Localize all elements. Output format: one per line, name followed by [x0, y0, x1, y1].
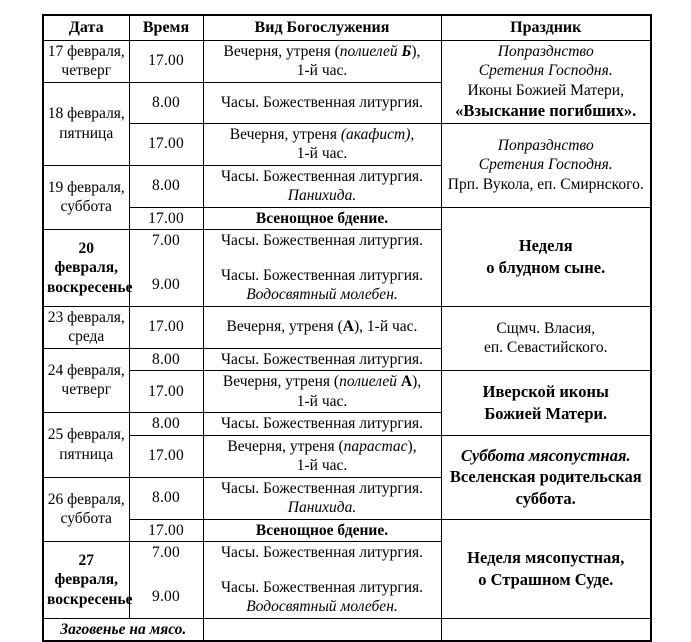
text-line [47, 104, 126, 124]
service-cell [203, 82, 441, 123]
text-line [133, 521, 200, 541]
text-line [445, 42, 648, 62]
header-cell-3: Вид Богослужения [203, 15, 441, 40]
text-run: 23 февраля, [47, 308, 125, 326]
text-line [47, 490, 126, 510]
text-line [133, 231, 200, 251]
date-cell [43, 40, 129, 82]
text-line [445, 61, 648, 81]
text-line [445, 466, 648, 488]
text-line [445, 257, 648, 279]
text-run: среда [68, 328, 105, 345]
text-run: Вечерня, утреня ( [222, 373, 340, 390]
text-line [445, 155, 648, 175]
text-run: Вселенская родительская [449, 467, 642, 487]
time-cell [129, 265, 203, 307]
service-cell [203, 348, 441, 371]
text-run: 1-й час. [296, 392, 348, 410]
text-run: А [342, 318, 354, 336]
text-line [133, 275, 200, 295]
text-line [445, 319, 648, 339]
text-line [47, 590, 133, 610]
service-cell [203, 435, 441, 477]
text-run: Б [401, 42, 412, 60]
text-line [47, 620, 200, 640]
text-run: 8.00 [152, 177, 180, 195]
text-line [47, 551, 126, 590]
feast-cell [441, 519, 651, 618]
text-run: Сретения Господня. [478, 62, 613, 79]
text-run: Неделя [518, 236, 573, 255]
text-run: ), [407, 437, 417, 455]
text-line [207, 597, 438, 617]
text-line [207, 498, 438, 518]
time-cell [129, 306, 203, 348]
text-run: Часы. Божественная литургия. [220, 266, 424, 284]
text-line [207, 167, 438, 187]
text-line [47, 308, 126, 328]
text-run: 1-й час. [296, 62, 348, 79]
text-line [207, 521, 438, 541]
text-line [445, 547, 648, 569]
text-run: 27 февраля, [54, 551, 118, 588]
text-run: Сщмч. Власия, [496, 319, 596, 337]
text-run: Панихида. [287, 499, 357, 516]
service-cell [203, 542, 441, 577]
date-cell [43, 477, 129, 542]
text-line [207, 285, 438, 305]
text-run: 1-й час. [296, 457, 348, 474]
text-run: ), [412, 373, 422, 390]
time-cell [129, 40, 203, 82]
text-run: 26 февраля, [47, 490, 125, 508]
text-run: о Страшном Суде. [478, 569, 614, 589]
time-cell [129, 371, 203, 413]
text-line [445, 488, 648, 510]
text-run: четверг [61, 381, 112, 399]
text-line [47, 509, 126, 529]
text-run: Часы. Божественная литургия. [220, 350, 424, 368]
text-run: 8.00 [152, 350, 180, 368]
text-run: Водосвятный молебен. [246, 598, 398, 615]
service-cell [203, 265, 441, 307]
text-run: 17.00 [148, 447, 184, 465]
text-run: 8.00 [152, 93, 180, 111]
text-line [445, 403, 648, 425]
text-run: четверг [61, 62, 112, 79]
text-run: 8.00 [152, 415, 180, 432]
date-cell [43, 348, 129, 413]
text-line [445, 100, 648, 122]
text-run: 18 февраля, [47, 105, 125, 122]
text-run: Божией Матери. [484, 403, 608, 423]
text-run: еп. Севастийского. [483, 339, 608, 357]
feast-cell [441, 618, 651, 641]
date-cell [43, 542, 133, 619]
service-cell [203, 306, 441, 348]
text-line [133, 317, 200, 337]
header-cell-1: Дата [43, 15, 129, 40]
text-line [445, 136, 648, 156]
text-run: Панихида. [287, 187, 357, 204]
text-run: 17.00 [148, 318, 184, 336]
text-line [445, 235, 648, 257]
text-run: Попразднство [497, 136, 594, 154]
time-cell [129, 577, 203, 619]
text-run: 8.00 [152, 489, 180, 507]
text-line [445, 381, 648, 403]
schedule-body [43, 40, 651, 641]
text-line [207, 93, 438, 113]
text-line [207, 456, 438, 476]
text-line [207, 437, 438, 457]
text-line [207, 209, 438, 229]
text-line [133, 134, 200, 154]
text-run: Водосвятный молебен. [246, 286, 398, 303]
time-cell [129, 413, 203, 436]
header-cell-2: Время [129, 15, 203, 40]
text-run: Прп. Вукола, еп. Смирнского. [447, 175, 644, 193]
text-line [207, 543, 438, 563]
text-line [47, 178, 126, 198]
text-line [445, 338, 648, 358]
text-run: Всенощное бдение. [255, 209, 389, 227]
feast-cell [441, 306, 651, 371]
text-line [207, 414, 438, 434]
text-line [207, 231, 438, 251]
text-line [207, 186, 438, 206]
text-line [47, 327, 126, 347]
text-run: 19 февраля, [47, 178, 125, 196]
text-line [133, 209, 200, 229]
table-row [43, 371, 651, 413]
text-run: Часы. Божественная литургия. [220, 232, 424, 249]
text-run: Часы. Божественная литургия. [220, 167, 424, 185]
service-cell [203, 123, 441, 165]
table-row [43, 519, 651, 542]
text-line [47, 445, 126, 465]
service-cell [203, 618, 441, 641]
service-cell [203, 40, 441, 82]
text-run: Часы. Божественная литургия. [220, 544, 424, 561]
text-line [445, 569, 648, 591]
text-line [133, 51, 200, 71]
text-run: , [410, 125, 415, 143]
text-run: Часы. Божественная литургия. [220, 415, 424, 432]
text-line [207, 392, 438, 412]
text-line [133, 350, 200, 370]
text-run: 7.00 [152, 544, 180, 561]
service-cell [203, 477, 441, 519]
text-run: 17.00 [148, 521, 184, 539]
service-cell [203, 371, 441, 413]
time-cell [129, 519, 203, 542]
time-cell [129, 435, 203, 477]
text-run: парастас [343, 437, 408, 455]
text-run: (акафист) [340, 125, 411, 143]
date-cell [43, 165, 129, 230]
text-run: Вечерня, утреня ( [223, 42, 340, 60]
table-row [43, 306, 651, 348]
text-line [47, 361, 126, 381]
schedule-table [42, 14, 652, 642]
note-cell [43, 618, 203, 641]
text-line [133, 382, 200, 402]
text-line [47, 239, 126, 278]
text-run: полиелей [339, 42, 402, 60]
text-run: пятница [59, 445, 114, 463]
time-cell [129, 165, 203, 207]
text-run: пятница [59, 124, 114, 142]
time-cell [129, 348, 203, 371]
text-run: Суббота мясопустная. [460, 445, 631, 465]
text-run: Вечерня, утреня ( [226, 318, 343, 336]
text-line [47, 278, 133, 298]
service-cell [203, 230, 441, 265]
text-run: полиелей [339, 373, 401, 390]
text-run: А [400, 373, 413, 390]
text-run: Часы. Божественная литургия. [220, 479, 424, 497]
text-run: «Взыскание погибших». [455, 101, 637, 120]
text-line [207, 317, 438, 337]
text-run: ), [411, 42, 421, 60]
time-cell [129, 542, 203, 577]
text-run: 20 февраля, [54, 239, 118, 276]
text-run: Заговенье на мясо. [60, 620, 187, 638]
time-cell [129, 82, 203, 123]
text-run: 1-й час. [296, 145, 348, 162]
text-line [207, 479, 438, 499]
feast-cell [441, 123, 651, 207]
text-run: Часы. Божественная литургия. [220, 578, 424, 596]
text-run: 17.00 [148, 135, 184, 153]
text-line [207, 61, 438, 81]
time-cell [129, 207, 203, 230]
service-cell [203, 207, 441, 230]
text-run: 7.00 [152, 232, 180, 249]
text-run: суббота. [515, 488, 576, 508]
text-line [133, 93, 200, 113]
text-line [133, 176, 200, 196]
text-run: Вечерня, утреня [229, 125, 341, 143]
date-cell [43, 230, 133, 307]
date-cell [43, 306, 129, 348]
text-line [207, 144, 438, 164]
header-cell-4: Праздник [441, 15, 651, 40]
text-run: Сретения Господня. [478, 156, 613, 174]
text-run: Всенощное бдение. [255, 521, 389, 539]
text-line [207, 578, 438, 598]
text-run: 9.00 [152, 276, 180, 294]
text-run: Часы. Божественная литургия. [220, 93, 424, 111]
text-run: 25 февраля, [47, 426, 125, 444]
text-run: суббота [60, 510, 112, 528]
text-run: Иконы Божией Матери, [467, 81, 624, 99]
service-cell [203, 413, 441, 436]
feast-cell [441, 207, 651, 306]
text-run: Попразднство [497, 42, 594, 60]
text-line [133, 414, 200, 434]
text-run: Неделя мясопустная, [467, 548, 625, 567]
text-run: 9.00 [152, 588, 180, 606]
text-line [133, 543, 200, 563]
text-run: Вечерня, утреня ( [227, 437, 344, 455]
date-cell [43, 82, 129, 165]
table-row [43, 435, 651, 477]
text-line [445, 445, 648, 467]
table-row [43, 123, 651, 165]
text-line [207, 372, 438, 392]
service-cell [203, 519, 441, 542]
feast-cell [441, 40, 651, 123]
text-line [47, 61, 126, 81]
text-line [207, 350, 438, 370]
table-row [43, 618, 651, 641]
text-run: суббота [60, 198, 112, 216]
text-line [207, 266, 438, 286]
feast-cell [441, 435, 651, 519]
date-cell [43, 413, 129, 478]
text-run: воскресенье [47, 278, 133, 296]
text-line [133, 587, 200, 607]
text-run: о блудном сыне. [486, 257, 606, 277]
time-cell [129, 123, 203, 165]
text-line [133, 488, 200, 508]
service-cell [203, 165, 441, 207]
time-cell [129, 230, 203, 265]
feast-cell [441, 371, 651, 436]
text-line [47, 42, 126, 62]
text-line [445, 175, 648, 195]
text-line [445, 81, 648, 101]
text-run: ), 1-й час. [354, 318, 418, 336]
text-line [133, 446, 200, 466]
text-line [47, 197, 126, 217]
text-run: воскресенье [47, 590, 133, 608]
text-run: 17.00 [148, 382, 184, 400]
text-run: Иверской иконы [482, 382, 609, 402]
service-cell [203, 577, 441, 619]
table-row [43, 40, 651, 82]
text-run: 17.00 [148, 209, 184, 227]
header-row [43, 15, 651, 40]
text-line [47, 124, 126, 144]
text-line [207, 42, 438, 62]
text-run: 17.00 [148, 52, 184, 70]
text-line [207, 125, 438, 145]
text-run: 24 февраля, [47, 361, 125, 379]
text-line [47, 425, 126, 445]
time-cell [129, 477, 203, 519]
table-row [43, 207, 651, 230]
text-run: 17 февраля, [47, 42, 125, 60]
text-line [47, 380, 126, 400]
